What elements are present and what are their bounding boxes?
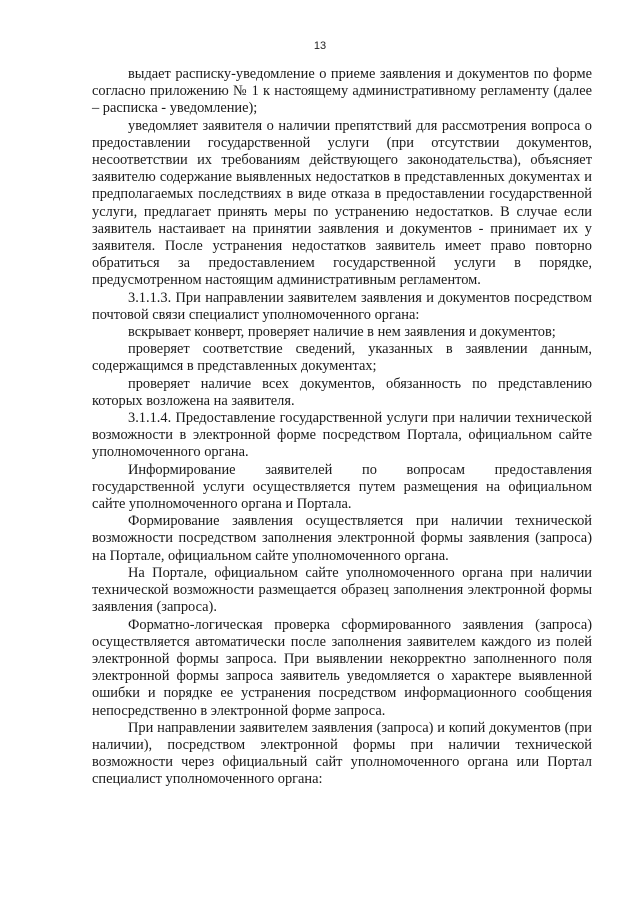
paragraph: уведомляет заявителя о наличии препятствий для рассмотрения вопроса о предоставлении государственной услуги (при отсутствии документов, несоответствии их требованиям действующего законодательства), объясняет заявителю содержание выявленных недостатков в представленных документах и предполагаемых последствиях в виде отказа в предоставлении государственной услуги, предлагает принять меры по устранению недостатков. В случае если заявитель настаивает на принятии заявления и документов - принимает их у заявителя. После устранения недостатков заявитель имеет право повторно обратиться за предоставлением государственной услуги в порядке, предусмотренном настоящим административным регламентом. — [92, 117, 592, 289]
paragraph: проверяет соответствие сведений, указанных в заявлении данным, содержащимся в представленных документах; — [92, 341, 592, 375]
paragraph: Форматно-логическая проверка сформированного заявления (запроса) осуществляется автоматически после заполнения заявителем каждого из полей электронной формы запроса. При выявлении некорректно заполненного поля электронной формы запроса заявитель уведомляется о характере выявленной ошибки и порядке ее устранения посредством информационного сообщения непосредственно в электронной форме запроса. — [92, 616, 592, 719]
paragraph: 3.1.1.4. Предоставление государственной услуги при наличии технической возможности в электронной форме посредством Портала, официальном сайте уполномоченного органа. — [92, 410, 592, 461]
paragraph: На Портале, официальном сайте уполномоченного органа при наличии технической возможности размещается образец заполнения электронной формы заявления (запроса). — [92, 564, 592, 616]
page-number: 13 — [313, 40, 327, 52]
paragraph: 3.1.1.3. При направлении заявителем заявления и документов посредством почтовой связи специалист уполномоченного органа: — [92, 289, 592, 323]
paragraph: выдает расписку-уведомление о приеме заявления и документов по форме согласно приложению № 1 к настоящему административному регламенту (далее – расписка - уведомление); — [92, 66, 592, 117]
document-body — [92, 66, 592, 789]
paragraph: Информирование заявителей по вопросам предоставления государственной услуги осуществляется путем размещения на официальном сайте уполномоченного органа и Портала. — [92, 461, 592, 513]
paragraph: При направлении заявителем заявления (запроса) и копий документов (при наличии), посредством электронной формы при наличии технической возможности через официальный сайт уполномоченного органа или Портал специалист уполномоченного органа: — [92, 719, 592, 788]
paragraph: вскрывает конверт, проверяет наличие в нем заявления и документов; — [128, 324, 556, 341]
paragraph: Формирование заявления осуществляется при наличии технической возможности посредством заполнения электронной формы заявления (запроса) на Портале, официальном сайте уполномоченного органа. — [92, 513, 592, 564]
paragraph: проверяет наличие всех документов, обязанность по представлению которых возложена на заявителя. — [92, 375, 592, 409]
